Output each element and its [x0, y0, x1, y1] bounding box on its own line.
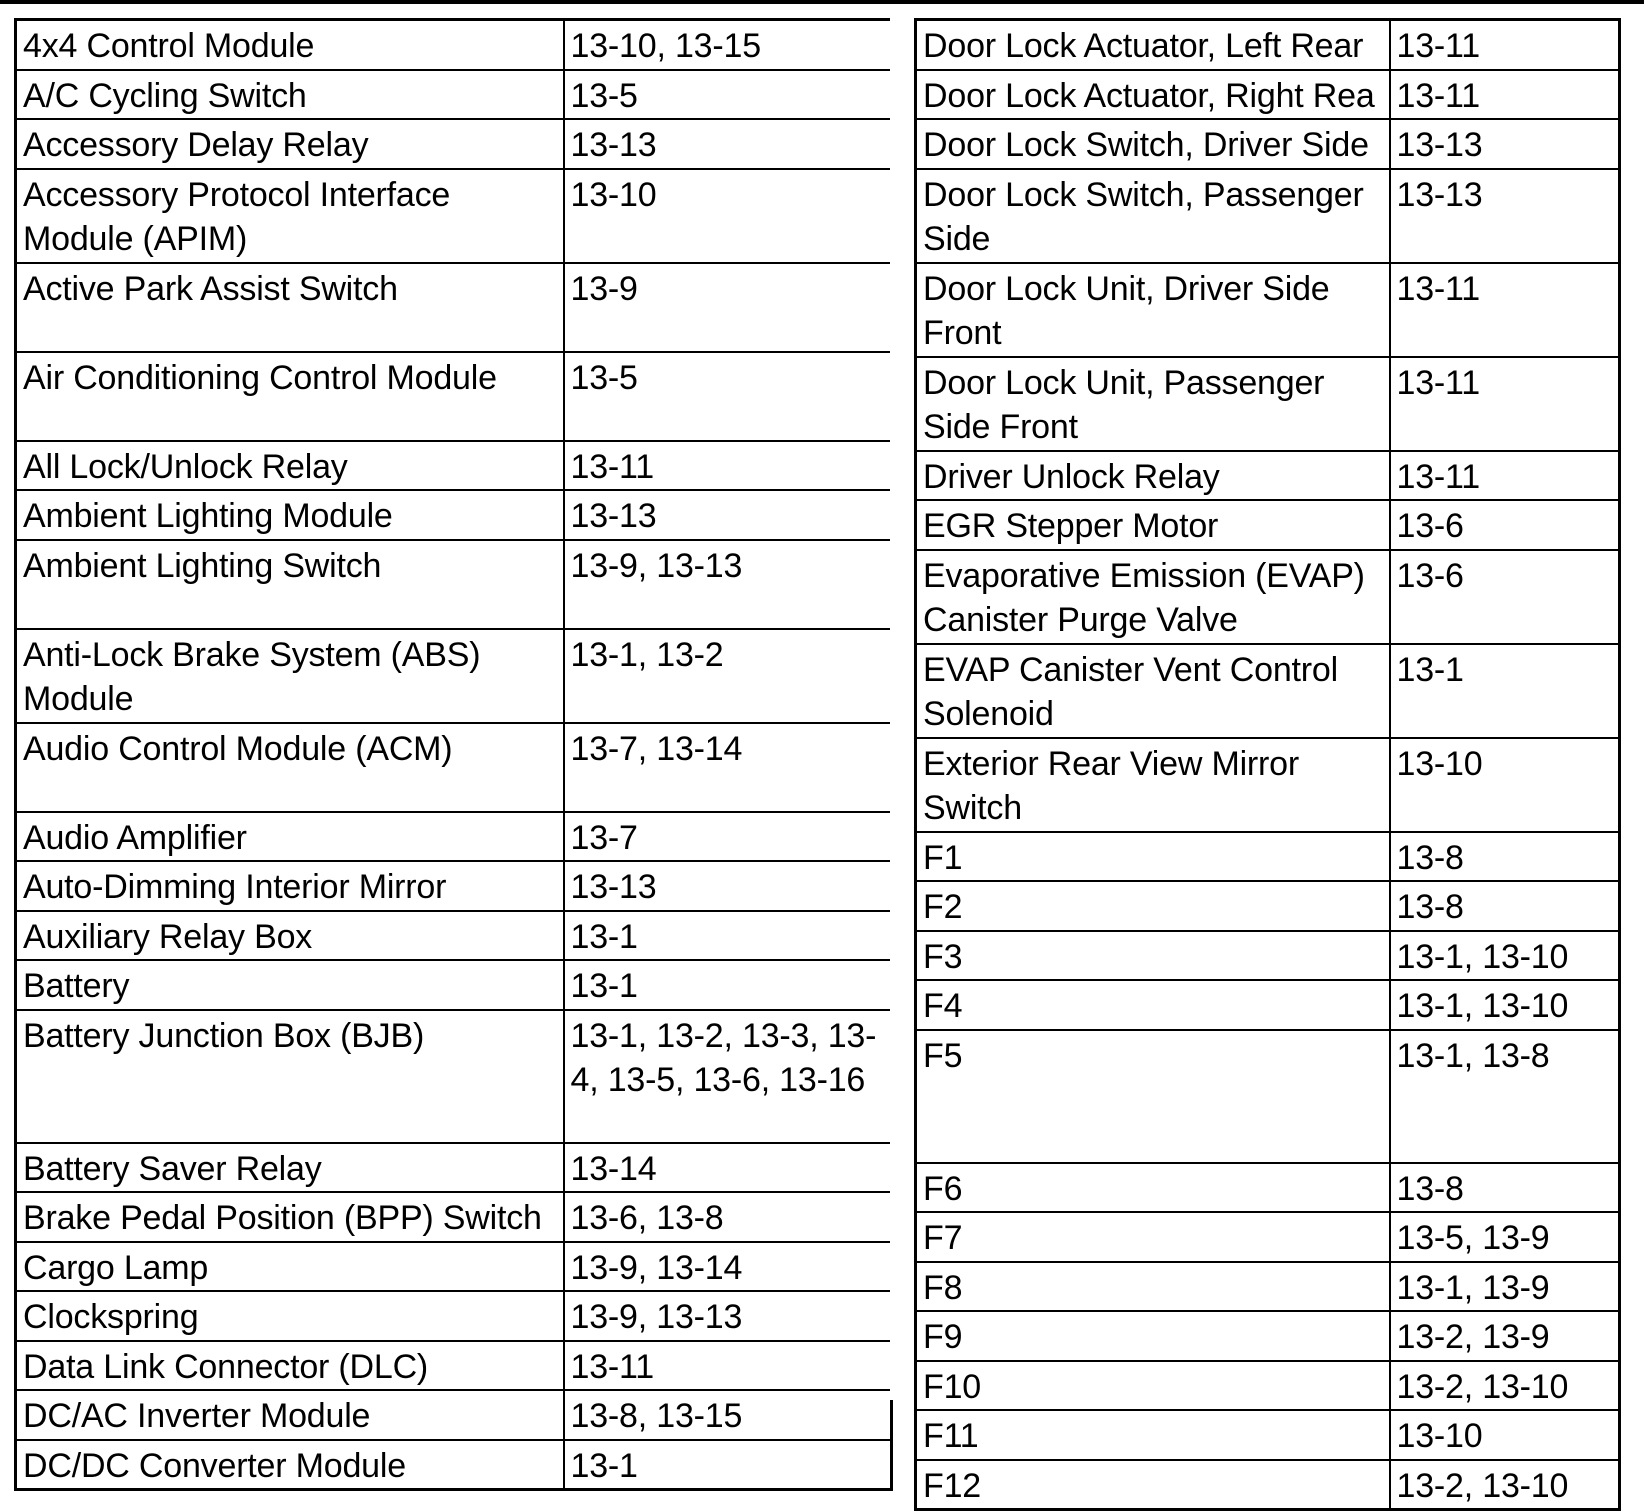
page-reference-cell: 13-11	[1390, 70, 1620, 120]
component-name-cell: EVAP Canister Vent Control Solenoid	[916, 644, 1390, 738]
component-name-cell: Audio Amplifier	[16, 812, 564, 862]
page-reference-cell: 13-7	[564, 812, 892, 862]
component-name-cell: A/C Cycling Switch	[16, 70, 564, 120]
page-reference-cell: 13-14	[564, 1143, 892, 1193]
page-reference-cell: 13-7, 13-14	[564, 723, 892, 812]
table-row	[916, 357, 1620, 451]
component-name-cell: Cargo Lamp	[16, 1242, 564, 1292]
table-row	[916, 550, 1620, 644]
component-name-cell: Active Park Assist Switch	[16, 263, 564, 352]
table-row	[16, 1010, 892, 1143]
component-name-cell: F7	[916, 1212, 1390, 1262]
page-reference-cell: 13-1	[564, 911, 892, 961]
component-name-cell: Accessory Protocol Interface Module (APIM)	[16, 169, 564, 263]
component-name-cell: Door Lock Unit, Driver Side Front	[916, 263, 1390, 357]
page-reference-cell: 13-1, 13-2	[564, 629, 892, 723]
component-name-cell: F1	[916, 832, 1390, 882]
page-reference-cell: 13-13	[564, 490, 892, 540]
component-name-cell: F5	[916, 1030, 1390, 1163]
component-name-cell: Door Lock Actuator, Left Rear	[916, 20, 1390, 70]
page-reference-cell: 13-8	[1390, 881, 1620, 931]
component-name-cell: Audio Control Module (ACM)	[16, 723, 564, 812]
page-reference-cell: 13-1, 13-10	[1390, 931, 1620, 981]
page-reference-cell: 13-11	[1390, 357, 1620, 451]
table-row	[916, 1030, 1620, 1163]
table-row	[916, 500, 1620, 550]
table-row	[16, 1192, 892, 1242]
page-reference-cell: 13-8, 13-15	[564, 1390, 892, 1440]
component-name-cell: Clockspring	[16, 1291, 564, 1341]
table-row	[916, 20, 1620, 70]
table-row	[16, 119, 892, 169]
component-name-cell: Accessory Delay Relay	[16, 119, 564, 169]
page-reference-cell: 13-2, 13-10	[1390, 1460, 1620, 1510]
table-row	[16, 20, 892, 70]
page-reference-cell: 13-1, 13-2, 13-3, 13-4, 13-5, 13-6, 13-16	[564, 1010, 892, 1143]
top-rule	[0, 0, 1644, 4]
page-reference-cell: 13-10	[1390, 738, 1620, 832]
page-reference-cell: 13-6, 13-8	[564, 1192, 892, 1242]
component-name-cell: EGR Stepper Motor	[916, 500, 1390, 550]
page-reference-cell: 13-5, 13-9	[1390, 1212, 1620, 1262]
table-row	[916, 738, 1620, 832]
page-reference-cell: 13-1, 13-8	[1390, 1030, 1620, 1163]
page-reference-cell: 13-2, 13-9	[1390, 1311, 1620, 1361]
page-reference-cell: 13-13	[564, 861, 892, 911]
table-row	[916, 70, 1620, 120]
component-name-cell: DC/DC Converter Module	[16, 1440, 564, 1490]
component-index-left-table	[14, 18, 893, 1491]
table-row	[16, 1291, 892, 1341]
page-reference-cell: 13-6	[1390, 550, 1620, 644]
component-name-cell: All Lock/Unlock Relay	[16, 441, 564, 491]
table-row	[16, 169, 892, 263]
page-reference-cell: 13-6	[1390, 500, 1620, 550]
component-name-cell: Battery Junction Box (BJB)	[16, 1010, 564, 1143]
table-row	[916, 119, 1620, 169]
table-row	[916, 1311, 1620, 1361]
table-row	[16, 723, 892, 812]
component-name-cell: Brake Pedal Position (BPP) Switch	[16, 1192, 564, 1242]
component-name-cell: Door Lock Unit, Passenger Side Front	[916, 357, 1390, 451]
table-row	[16, 70, 892, 120]
page-reference-cell: 13-1	[1390, 644, 1620, 738]
component-name-cell: Driver Unlock Relay	[916, 451, 1390, 501]
page-reference-cell: 13-1, 13-10	[1390, 980, 1620, 1030]
table-row	[16, 441, 892, 491]
page-reference-cell: 13-8	[1390, 832, 1620, 882]
table-row	[916, 263, 1620, 357]
page-reference-cell: 13-5	[564, 352, 892, 441]
table-row	[916, 1262, 1620, 1312]
table-row	[916, 1212, 1620, 1262]
component-name-cell: F9	[916, 1311, 1390, 1361]
page-reference-cell: 13-8	[1390, 1163, 1620, 1213]
component-name-cell: Battery	[16, 960, 564, 1010]
page-reference-cell: 13-10	[564, 169, 892, 263]
page-reference-cell: 13-13	[564, 119, 892, 169]
component-name-cell: Ambient Lighting Module	[16, 490, 564, 540]
table-row	[16, 911, 892, 961]
component-name-cell: F8	[916, 1262, 1390, 1312]
page-reference-cell: 13-2, 13-10	[1390, 1361, 1620, 1411]
table-row	[16, 1390, 892, 1440]
table-row	[916, 881, 1620, 931]
table-row	[16, 1242, 892, 1292]
table-row	[16, 861, 892, 911]
table-row	[16, 490, 892, 540]
page-reference-cell: 13-1	[564, 960, 892, 1010]
component-name-cell: Anti-Lock Brake System (ABS) Module	[16, 629, 564, 723]
component-name-cell: F2	[916, 881, 1390, 931]
table-row	[916, 931, 1620, 981]
component-name-cell: Exterior Rear View Mirror Switch	[916, 738, 1390, 832]
left-table-body	[16, 20, 892, 1490]
table-row	[916, 1163, 1620, 1213]
page-reference-cell: 13-9, 13-14	[564, 1242, 892, 1292]
page-reference-cell: 13-9, 13-13	[564, 1291, 892, 1341]
component-name-cell: Auxiliary Relay Box	[16, 911, 564, 961]
table-row	[16, 1440, 892, 1490]
component-name-cell: Door Lock Switch, Driver Side	[916, 119, 1390, 169]
page-reference-cell: 13-11	[1390, 451, 1620, 501]
table-row	[916, 169, 1620, 263]
component-name-cell: Air Conditioning Control Module	[16, 352, 564, 441]
component-name-cell: Evaporative Emission (EVAP) Canister Purge Valve	[916, 550, 1390, 644]
page-reference-cell: 13-5	[564, 70, 892, 120]
component-name-cell: F3	[916, 931, 1390, 981]
table-row	[16, 1143, 892, 1193]
table-row	[16, 1341, 892, 1391]
component-name-cell: Data Link Connector (DLC)	[16, 1341, 564, 1391]
page-reference-cell: 13-11	[564, 441, 892, 491]
page-reference-cell: 13-11	[1390, 20, 1620, 70]
page-reference-cell: 13-13	[1390, 169, 1620, 263]
component-name-cell: Ambient Lighting Switch	[16, 540, 564, 629]
page-reference-cell: 13-9, 13-13	[564, 540, 892, 629]
page-reference-cell: 13-1	[564, 1440, 892, 1490]
component-name-cell: F4	[916, 980, 1390, 1030]
page-reference-cell: 13-11	[1390, 263, 1620, 357]
table-row	[16, 352, 892, 441]
component-name-cell: F12	[916, 1460, 1390, 1510]
page-reference-cell: 13-9	[564, 263, 892, 352]
table-row	[916, 1410, 1620, 1460]
table-row	[916, 451, 1620, 501]
table-row	[916, 980, 1620, 1030]
page-reference-cell: 13-10	[1390, 1410, 1620, 1460]
table-row	[16, 263, 892, 352]
table-row	[916, 1361, 1620, 1411]
component-name-cell: F11	[916, 1410, 1390, 1460]
table-row	[16, 812, 892, 862]
component-name-cell: 4x4 Control Module	[16, 20, 564, 70]
component-name-cell: Auto-Dimming Interior Mirror	[16, 861, 564, 911]
component-name-cell: Door Lock Switch, Passenger Side	[916, 169, 1390, 263]
table-row	[16, 629, 892, 723]
component-name-cell: DC/AC Inverter Module	[16, 1390, 564, 1440]
page-reference-cell: 13-13	[1390, 119, 1620, 169]
table-row	[16, 960, 892, 1010]
table-row	[916, 1460, 1620, 1510]
component-name-cell: Battery Saver Relay	[16, 1143, 564, 1193]
right-table-body	[916, 20, 1620, 1510]
table-row	[916, 832, 1620, 882]
component-index-right-table	[914, 18, 1621, 1511]
page-reference-cell: 13-11	[564, 1341, 892, 1391]
page-reference-cell: 13-10, 13-15	[564, 20, 892, 70]
component-name-cell: Door Lock Actuator, Right Rea	[916, 70, 1390, 120]
component-name-cell: F10	[916, 1361, 1390, 1411]
column-separator	[890, 18, 914, 1400]
table-row	[916, 644, 1620, 738]
table-row	[16, 540, 892, 629]
page-reference-cell: 13-1, 13-9	[1390, 1262, 1620, 1312]
component-name-cell: F6	[916, 1163, 1390, 1213]
